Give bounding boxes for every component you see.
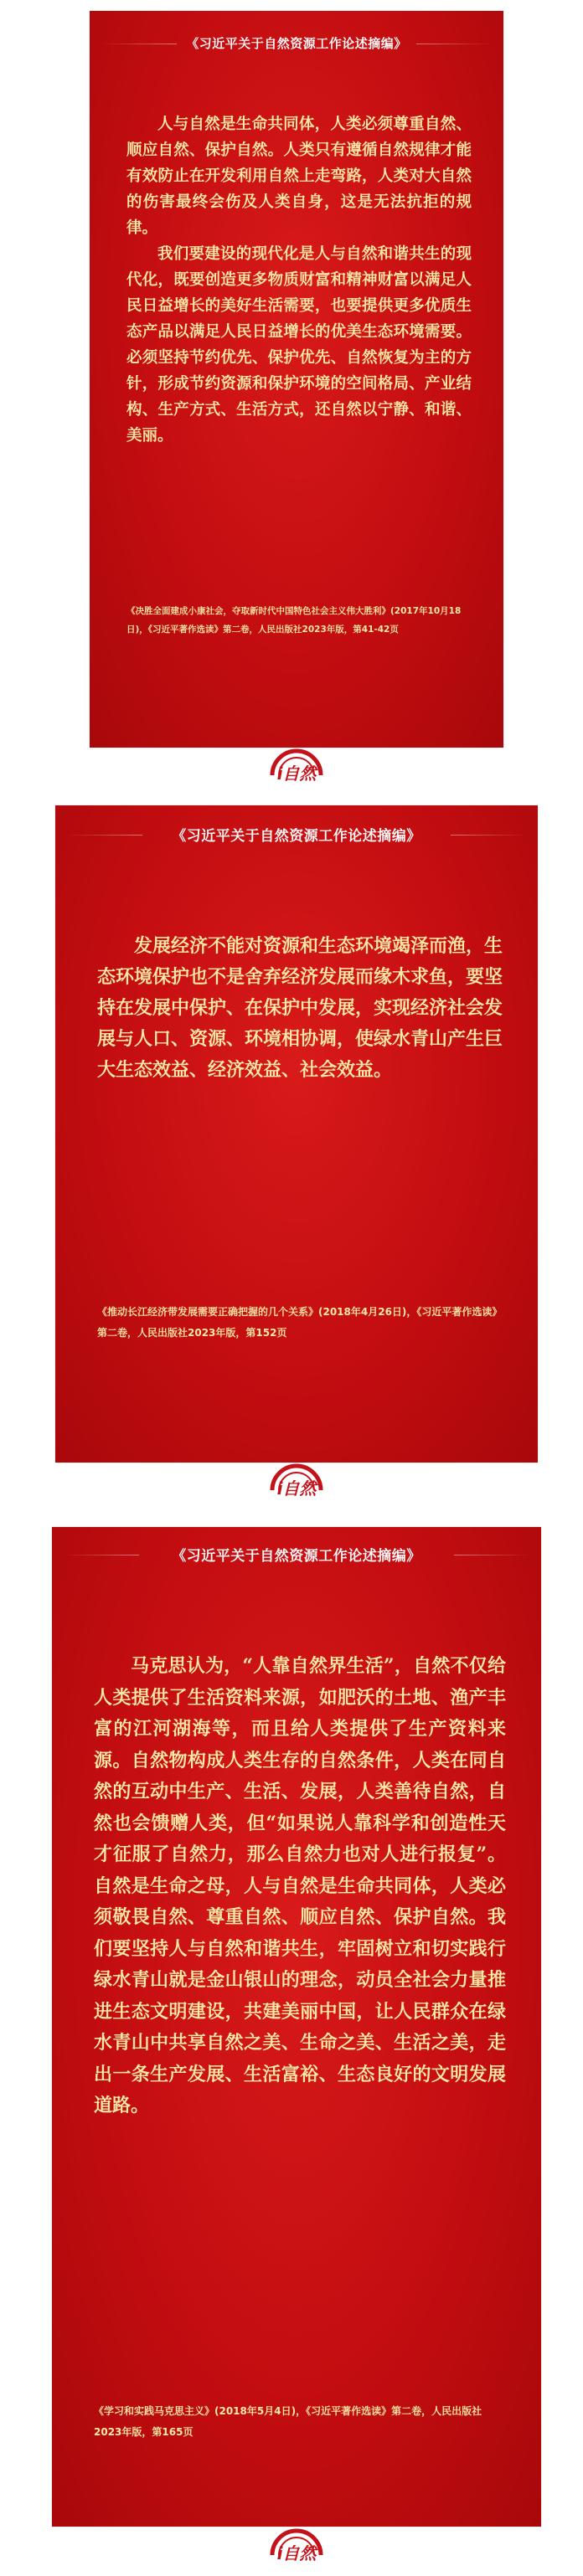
emblem-label: i自然 — [276, 1478, 317, 1499]
citation: 《决胜全面建成小康社会，夺取新时代中国特色社会主义伟大胜利》(2017年10月18日)，《习近平著作选读》第二卷，人民出版社2023年版，第41-42页 — [126, 606, 462, 635]
quote-paragraph: 我们要建设的现代化是人与自然和谐共生的现代化，既要创造更多物质财富和精神财富以满足人民日益增长的美好生活需要，也要提供更多优质生态产品以满足人民日益增长的优美生态环境需要。必须坚持节约优先、保护优先、自然恢复为主的方针，形成节约资源和保护环境的空间格局、产业结构、生产方式、生活方式，还自然以宁静、和谐、美丽。 — [126, 245, 472, 445]
quote-card-3 — [52, 1527, 541, 2527]
quote-paragraph: 发展经济不能对资源和生态环境竭泽而渔，生态环境保护也不是舍弃经济发展而缘木求鱼，要坚持在发展中保护、在保护中发展，实现经济社会发展与人口、资源、环境相协调，使绿水青山产生巨大生态效益、经济效益、社会效益。 — [97, 935, 503, 1081]
quote-body — [126, 111, 472, 449]
card-header: 《习近平关于自然资源工作论述摘编》 — [55, 824, 538, 845]
citation: 《学习和实践马克思主义》(2018年5月4日)，《习近平著作选读》第二卷，人民出版社2023年版，第165页 — [94, 2405, 482, 2438]
i-nature-logo-icon — [267, 1457, 326, 1504]
card-header: 《习近平关于自然资源工作论述摘编》 — [90, 34, 503, 52]
quote-card-1 — [90, 11, 503, 748]
quote-paragraph: 人与自然是生命共同体，人类必须尊重自然、顺应自然、保护自然。人类只有遵循自然规律才能有效防止在开发利用自然上走弯路，人类对大自然的伤害最终会伤及人类自身，这是无法抗拒的规律。 — [126, 116, 472, 237]
emblem-label: i自然 — [276, 2543, 317, 2563]
i-nature-logo-icon — [267, 742, 326, 789]
quote-card-2 — [55, 805, 538, 1463]
citation: 《推动长江经济带发展需要正确把握的几个关系》(2018年4月26日)，《习近平著作选读》第二卷，人民出版社2023年版，第152页 — [97, 1306, 503, 1339]
quote-body — [97, 931, 503, 1086]
card-header: 《习近平关于自然资源工作论述摘编》 — [52, 1544, 541, 1565]
quote-paragraph: 马克思认为，“人靠自然界生活”，自然不仅给人类提供了生活资料来源，如肥沃的土地、渔产丰富的江河湖海等，而且给人类提供了生产资料来源。自然物构成人类生存的自然条件，人类在同自然的互动中生产、生活、发展，人类善待自然，自然也会馈赠人类，但“如果说人靠科学和创造性天才征服了自然力，那么自然力也对人进行报复”。自然是生命之母，人与自然是生命共同体，人类必须敬畏自然、尊重自然、顺应自然、保护自然。我们要坚持人与自然和谐共生，牢固树立和切实践行绿水青山就是金山银山的理念，动员全社会力量推进生态文明建设，共建美丽中国，让人民群众在绿水青山中共享自然之美、生命之美、生活之美，走出一条生产发展、生活富裕、生态良好的文明发展道路。 — [94, 1655, 506, 2116]
quote-body — [94, 1651, 506, 2122]
emblem-label: i自然 — [276, 764, 317, 784]
i-nature-logo-icon — [267, 2522, 326, 2568]
